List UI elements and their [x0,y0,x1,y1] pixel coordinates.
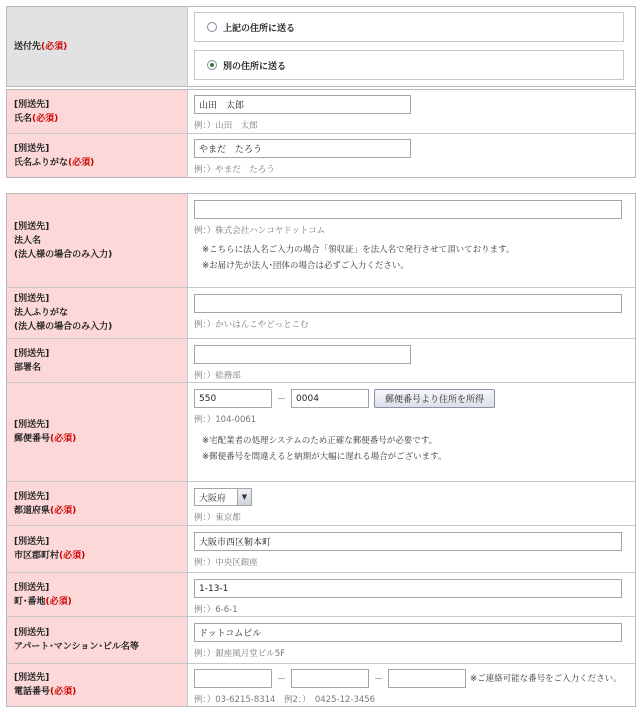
tel-input-third[interactable] [388,669,466,688]
corp-example: 例：）株式会社ハンコヤドットコム [194,226,326,236]
zip-input-second[interactable] [291,389,369,408]
kana-label: [別送先] 氏名ふりがな(必須) [7,134,188,177]
building-row [7,616,635,663]
street-example: 例：）6-6-1 [194,605,238,615]
corp-row [7,194,635,287]
delivery-label: 送付先(必須) [7,7,188,86]
dept-row [7,338,635,382]
city-row [7,525,635,572]
corpkana-input[interactable] [194,294,622,313]
tel-row: [別送先] 電話番号(必須) － － ※ご連絡可能な番号をご入力ください。 例：）03-6215-8314 例2：） 0425-12-3456 [7,663,635,706]
building-example: 例：）銀座風月堂ビル5F [194,649,286,659]
zip-lookup-button[interactable]: 郵便番号より住所を所得 [374,389,495,408]
tel-example: 例：）03-6215-8314 例2：） 0425-12-3456 [194,695,376,705]
pref-select[interactable]: 大阪府 ▼ [194,488,252,506]
name-label: [別送先] 氏名(必須) [7,90,188,133]
dept-label: [別送先] 部署名 [7,339,188,382]
building-label: [別送先] アパート･マンション･ビル名等 [7,617,188,663]
dept-input[interactable] [194,345,411,364]
city-example: 例：）中央区銀座 [194,558,258,568]
delivery-row [7,7,635,86]
name-table [6,89,636,178]
building-input[interactable] [194,623,622,642]
delivery-choice-table [6,6,636,87]
pref-row [7,481,635,525]
kana-input[interactable] [194,139,411,158]
city-label: [別送先] 市区郡町村(必須) [7,526,188,572]
zip-input-first[interactable] [194,389,272,408]
tel-note: ※ご連絡可能な番号をご入力ください。 [470,673,622,684]
name-input[interactable] [194,95,411,114]
kana-row [7,133,635,177]
corpkana-example: 例：）かいはんこやどっとこむ [194,320,309,330]
zip-row: [別送先] 郵便番号(必須) 550 － 0004 郵便番号より住所を所得 例：）104-0061 ※宅配業者の処理システムのため正確な郵便番号が必要です。 ※郵便番号を間違えると納期が大幅に遅れる場合がございます。 [7,382,635,481]
delivery-option-same[interactable]: 上記の住所に送る [194,12,624,42]
pref-label: [別送先] 都道府県(必須) [7,482,188,525]
corp-input[interactable] [194,200,622,219]
corp-note-required: ※お届け先が法人･団体の場合は必ずご入力ください。 [202,261,409,271]
name-row [7,90,635,133]
name-example: 例：）山田 太郎 [194,121,258,131]
zip-example: 例：）104-0061 [194,415,257,425]
street-row [7,572,635,616]
address-table [6,193,636,707]
delivery-options [188,7,635,86]
tel-input-second[interactable] [291,669,369,688]
pref-example: 例：）東京都 [194,513,241,523]
corpkana-row [7,287,635,338]
chevron-down-icon[interactable]: ▼ [237,489,251,505]
kana-example: 例：）やまだ たろう [194,165,275,175]
corp-note-receipt: ※こちらに法人名ご入力の場合「領収証」を法人名で発行させて頂いております。 [202,245,515,255]
street-input[interactable] [194,579,622,598]
city-input[interactable] [194,532,622,551]
radio-same-address[interactable] [207,22,217,32]
zip-note-accuracy: ※宅配業者の処理システムのため正確な郵便番号が必要です。 [202,436,438,446]
zip-note-delay: ※郵便番号を間違えると納期が大幅に遅れる場合がございます。 [202,452,447,462]
street-label: [別送先] 町･番地(必須) [7,573,188,616]
dept-example: 例：）総務部 [194,371,241,381]
corpkana-label: [別送先] 法人ふりがな (法人様の場合のみ入力) [7,288,188,338]
zip-label: [別送先] 郵便番号(必須) [7,383,188,481]
radio-other-address[interactable] [207,60,217,70]
tel-label: [別送先] 電話番号(必須) [7,664,188,706]
tel-input-first[interactable] [194,669,272,688]
delivery-option-other[interactable]: 別の住所に送る [194,50,624,80]
corp-label: [別送先] 法人名 (法人様の場合のみ入力) [7,194,188,287]
